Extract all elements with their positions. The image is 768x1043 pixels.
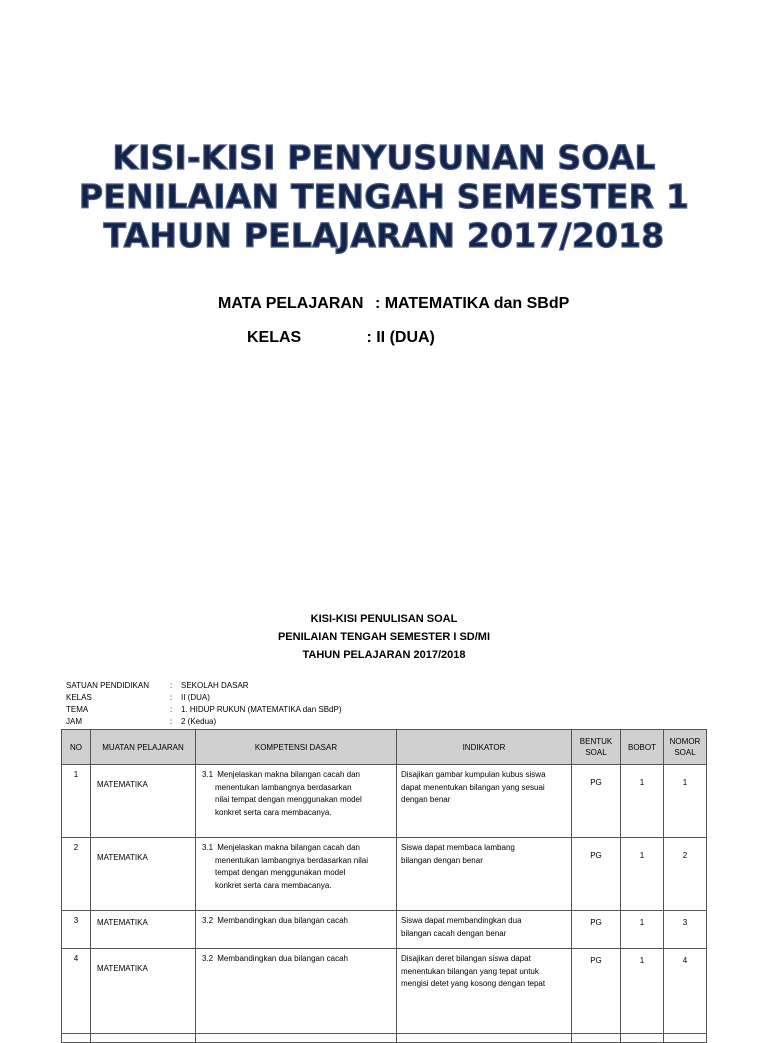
table-row (62, 765, 707, 838)
indikator-line: bilangan cacah dengan benar (401, 928, 507, 938)
cell-bobot: 1 (621, 838, 664, 911)
meta-row-kelas (66, 692, 341, 704)
cell-indikator (397, 949, 572, 1034)
header-nomor-line-2: SOAL (674, 748, 696, 757)
cell-bobot: 1 (621, 911, 664, 949)
cell-kompetensi-dasar (196, 911, 397, 949)
indikator-line: dengan benar (401, 795, 451, 804)
header-muatan: MUATAN PELAJARAN (91, 730, 196, 765)
cell-no: 2 (62, 838, 91, 911)
cell-kompetensi-dasar (196, 838, 397, 911)
table-row (62, 838, 707, 911)
subject-label: MATA PELAJARAN (218, 295, 364, 312)
kd-text-line: Menjelaskan makna bilangan cacah dan (217, 843, 360, 852)
sheet-title (0, 610, 768, 664)
kd-number: 3.1 (202, 770, 214, 779)
kd-text-line: Membandingkan dua bilangan cacah (217, 916, 348, 925)
kd-number: 3.1 (202, 843, 214, 852)
cover-title (0, 138, 768, 255)
header-nomor-soal (664, 730, 707, 765)
cell-nomor-soal: 3 (664, 911, 707, 949)
meta-row-satuan (66, 680, 341, 692)
cell-no: 3 (62, 911, 91, 949)
cover-title-line-2: PENILAIAN TENGAH SEMESTER 1 (78, 177, 690, 216)
kd-number: 3.2 (202, 916, 214, 925)
table-row (62, 911, 707, 949)
meta-value: II (DUA) (181, 693, 210, 702)
indikator-line: mengisi detet yang kosong dengan tepat (401, 979, 546, 988)
meta-value: SEKOLAH DASAR (181, 681, 249, 690)
cell-empty (572, 1034, 621, 1043)
table-row (62, 949, 707, 1034)
meta-label: SATUAN PENDIDIKAN (66, 681, 149, 690)
class-value: : II (DUA) (366, 329, 435, 346)
indikator-line: Siswa dapat membandingkan dua (401, 916, 522, 925)
cell-empty (62, 1034, 91, 1043)
meta-value: 1. HIDUP RUKUN (MATEMATIKA dan SBdP) (181, 705, 342, 714)
kd-number: 3.2 (202, 954, 214, 963)
cell-no: 4 (62, 949, 91, 1034)
cell-nomor-soal: 2 (664, 838, 707, 911)
cell-empty (664, 1034, 707, 1043)
header-no: NO (62, 730, 91, 765)
meta-row-tema (66, 704, 341, 716)
header-bentuk-line-2: SOAL (585, 748, 607, 757)
header-kompetensi-dasar: KOMPETENSI DASAR (196, 730, 397, 765)
meta-label: KELAS (66, 693, 92, 702)
meta-sep: : (170, 705, 173, 714)
header-nomor-line-1: NOMOR (669, 737, 701, 746)
kd-text-line: Membandingkan dua bilangan cacah (217, 954, 348, 963)
kd-text-line: konkret serta cara membacanya. (215, 807, 332, 817)
cell-empty (397, 1034, 572, 1043)
cell-nomor-soal: 1 (664, 765, 707, 838)
meta-row-jam (66, 716, 341, 728)
cell-bentuk-soal: PG (572, 911, 621, 949)
header-bentuk-soal (572, 730, 621, 765)
kisi-table (61, 729, 707, 1043)
meta-sep: : (170, 681, 173, 690)
indikator-line: dapat menentukan bilangan yang sesuai (401, 782, 545, 792)
sheet-title-line-1: KISI-KISI PENULISAN SOAL (310, 613, 458, 625)
cover-title-line-3: TAHUN PELAJARAN 2017/2018 (103, 216, 665, 255)
class-line (247, 329, 435, 347)
kd-text-line: nilai tempat dengan menggunakan model (215, 795, 362, 804)
table-header-row (62, 730, 707, 765)
cell-empty (621, 1034, 664, 1043)
cell-indikator (397, 911, 572, 949)
indikator-line: Siswa dapat membaca lambang (401, 843, 515, 852)
cell-indikator (397, 838, 572, 911)
indikator-line: menentukan bilangan yang tepat untuk (401, 966, 539, 976)
indikator-line: Disajikan deret bilangan siswa dapat (401, 954, 531, 963)
cell-bobot: 1 (621, 949, 664, 1034)
sheet-title-line-3: TAHUN PELAJARAN 2017/2018 (302, 649, 466, 661)
header-bentuk-line-1: BENTUK (579, 737, 613, 746)
cell-muatan: MATEMATIKA (91, 949, 196, 1034)
cell-muatan: MATEMATIKA (91, 911, 196, 949)
kd-text-line: tempat dengan menggunakan model (215, 868, 346, 877)
cell-muatan: MATEMATIKA (91, 838, 196, 911)
kd-text-line: konkret serta cara membacanya. (215, 880, 332, 890)
meta-label: TEMA (66, 705, 89, 714)
cell-empty (196, 1034, 397, 1043)
cover-title-line-1: KISI-KISI PENYUSUNAN SOAL (112, 138, 656, 177)
indikator-line: Disajikan gambar kumpulan kubus siswa (401, 770, 546, 779)
cell-indikator (397, 765, 572, 838)
cell-kompetensi-dasar (196, 765, 397, 838)
meta-value: 2 (Kedua) (181, 717, 217, 726)
cell-no: 1 (62, 765, 91, 838)
sheet-title-line-2: PENILAIAN TENGAH SEMESTER I SD/MI (277, 631, 491, 643)
class-label: KELAS (247, 329, 302, 346)
cell-nomor-soal: 4 (664, 949, 707, 1034)
kd-text-line: menentukan lambangnya berdasarkan (215, 782, 352, 792)
meta-sep: : (170, 693, 173, 702)
sheet-meta (66, 680, 341, 728)
cell-bobot: 1 (621, 765, 664, 838)
kd-text-line: Menjelaskan makna bilangan cacah dan (217, 770, 360, 779)
cell-kompetensi-dasar (196, 949, 397, 1034)
cell-bentuk-soal: PG (572, 765, 621, 838)
cell-bentuk-soal: PG (572, 838, 621, 911)
meta-label: JAM (66, 717, 82, 726)
cell-empty (91, 1034, 196, 1043)
table-row-empty (62, 1034, 707, 1043)
subject-line (218, 295, 569, 313)
meta-sep: : (170, 717, 173, 726)
subject-value: : MATEMATIKA dan SBdP (374, 295, 570, 312)
indikator-line: bilangan dengan benar (401, 855, 483, 865)
kd-text-line: menentukan lambangnya berdasarkan nilai (215, 855, 368, 865)
cell-muatan: MATEMATIKA (91, 765, 196, 838)
cell-bentuk-soal: PG (572, 949, 621, 1034)
header-bobot: BOBOT (621, 730, 664, 765)
header-indikator: INDIKATOR (397, 730, 572, 765)
